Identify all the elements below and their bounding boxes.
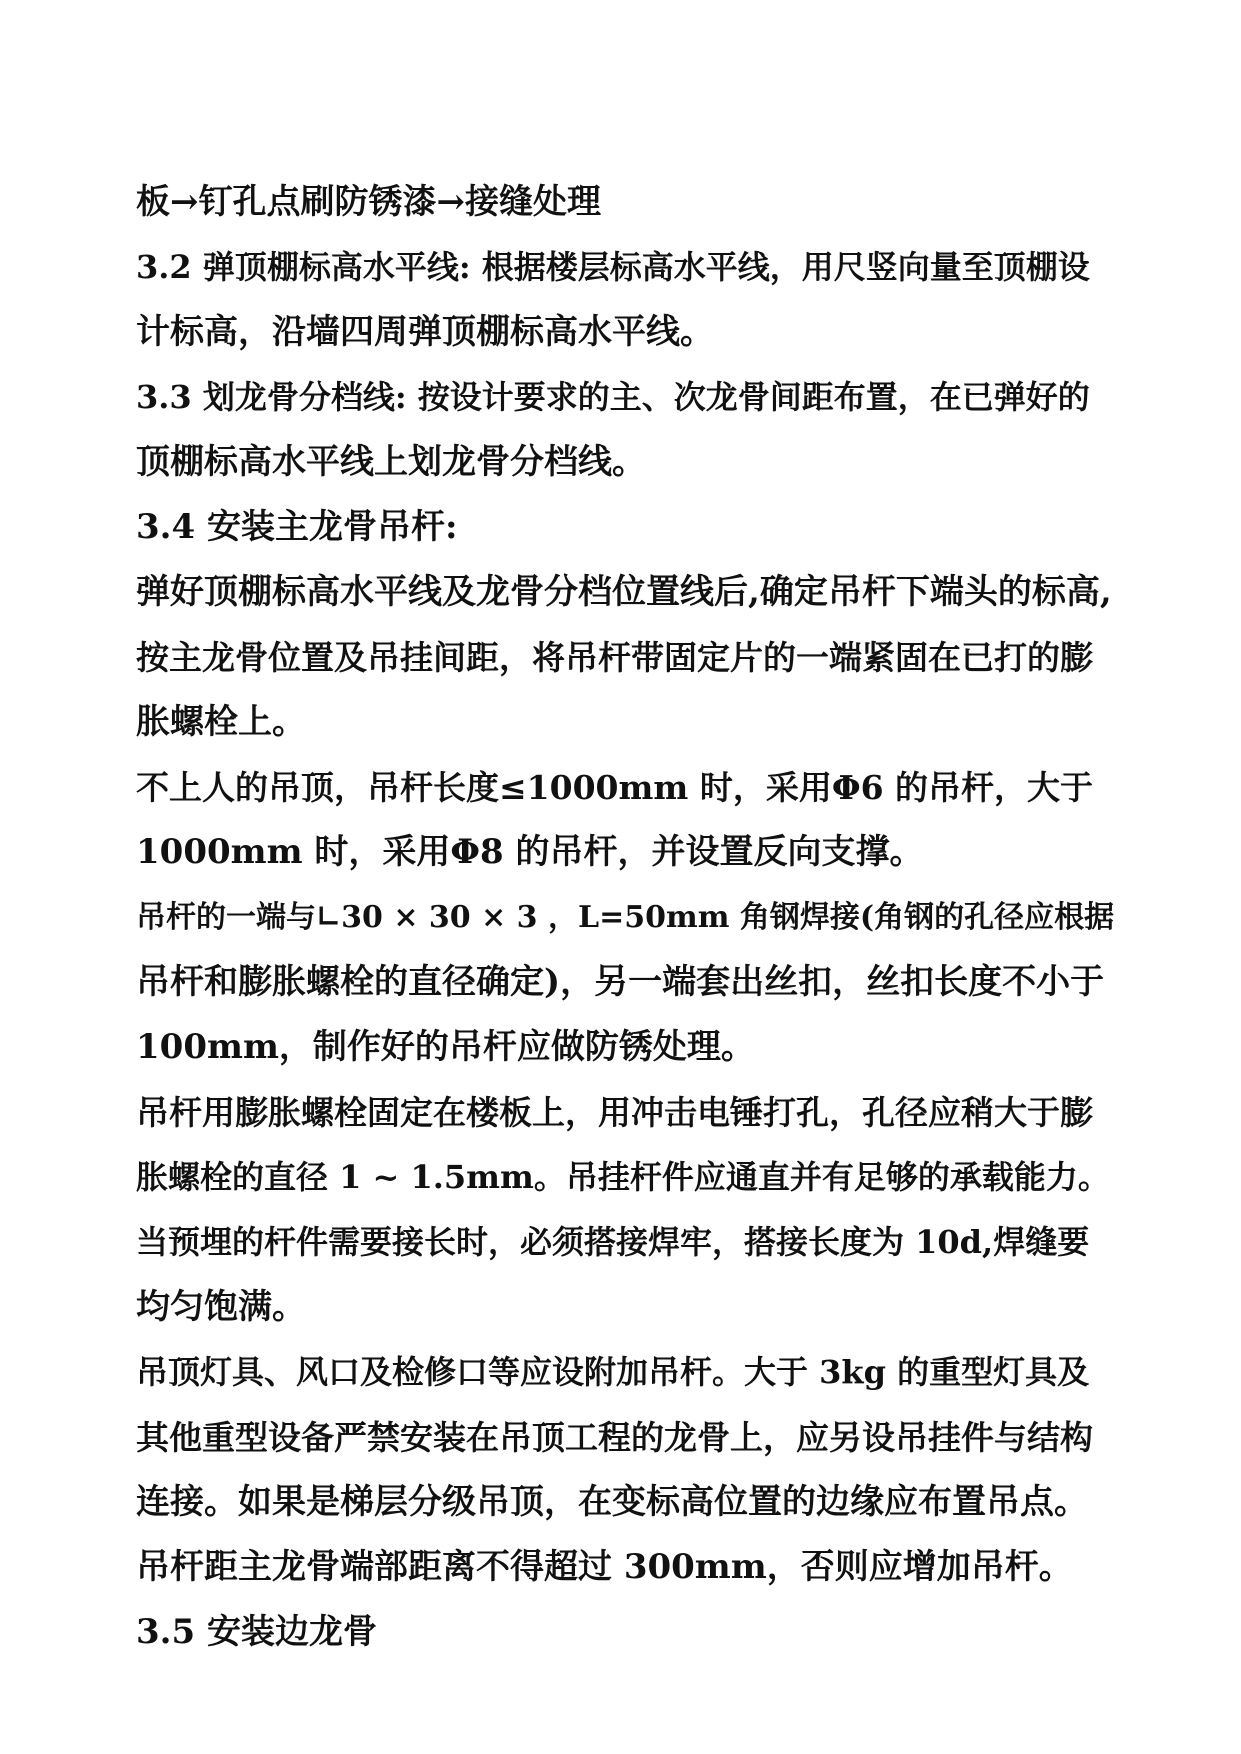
text-line: 3.2 弹顶棚标高水平线: 根据楼层标高水平线，用尺竖向量至顶棚设 — [136, 248, 1090, 286]
text-line: 按主龙骨位置及吊挂间距，将吊杆带固定片的一端紧固在已打的膨 — [136, 638, 1093, 677]
text-line: 计标高，沿墙四周弹顶棚标高水平线。 — [136, 312, 714, 352]
text-line: 吊杆用膨胀螺栓固定在楼板上，用冲击电锤打孔，孔径应稍大于膨 — [136, 1093, 1093, 1132]
text-line: 100mm，制作好的吊杆应做防锈处理。 — [136, 1027, 755, 1067]
text-line: 3.3 划龙骨分档线: 按设计要求的主、次龙骨间距布置，在已弹好的 — [136, 378, 1090, 416]
text-line: 3.4 安装主龙骨吊杆: — [136, 507, 458, 547]
text-line: 弹好顶棚标高水平线及龙骨分档位置线后,确定吊杆下端头的标高, — [136, 572, 1112, 612]
text-line: 均匀饱满。 — [136, 1287, 306, 1327]
text-line: 不上人的吊顶，吊杆长度≤1000mm 时，采用Φ6 的吊杆，大于 — [136, 768, 1094, 807]
text-line: 吊顶灯具、风口及检修口等应设附加吊杆。大于 3kg 的重型灯具及 — [136, 1353, 1090, 1391]
text-line: 板→钉孔点刷防锈漆→接缝处理 — [136, 182, 601, 222]
text-line: 胀螺栓的直径 1 ~ 1.5mm。吊挂杆件应通直并有足够的承载能力。 — [136, 1158, 1110, 1196]
text-line: 1000mm 时，采用Φ8 的吊杆，并设置反向支撑。 — [136, 832, 924, 872]
text-line: 当预埋的杆件需要接长时，必须搭接焊牢，搭接长度为 10d,焊缝要 — [136, 1223, 1090, 1261]
text-line: 其他重型设备严禁安装在吊顶工程的龙骨上，应另设吊挂件与结构 — [136, 1418, 1093, 1457]
text-line: 3.5 安装边龙骨 — [136, 1612, 377, 1652]
document-body — [136, 170, 1116, 1665]
text-line: 吊杆和膨胀螺栓的直径确定)，另一端套出丝扣，丝扣长度不小于 — [136, 962, 1105, 1002]
text-line: 吊杆距主龙骨端部距离不得超过 300mm，否则应增加吊杆。 — [136, 1547, 1073, 1587]
text-line: 吊杆的一端与∟30 × 30 × 3 ，L=50mm 角钢焊接(角钢的孔径应根据 — [136, 900, 1115, 935]
text-line: 胀螺栓上。 — [136, 702, 306, 742]
text-line: 连接。如果是梯层分级吊顶，在变标高位置的边缘应布置吊点。 — [136, 1482, 1088, 1522]
text-line: 顶棚标高水平线上划龙骨分档线。 — [136, 442, 646, 482]
